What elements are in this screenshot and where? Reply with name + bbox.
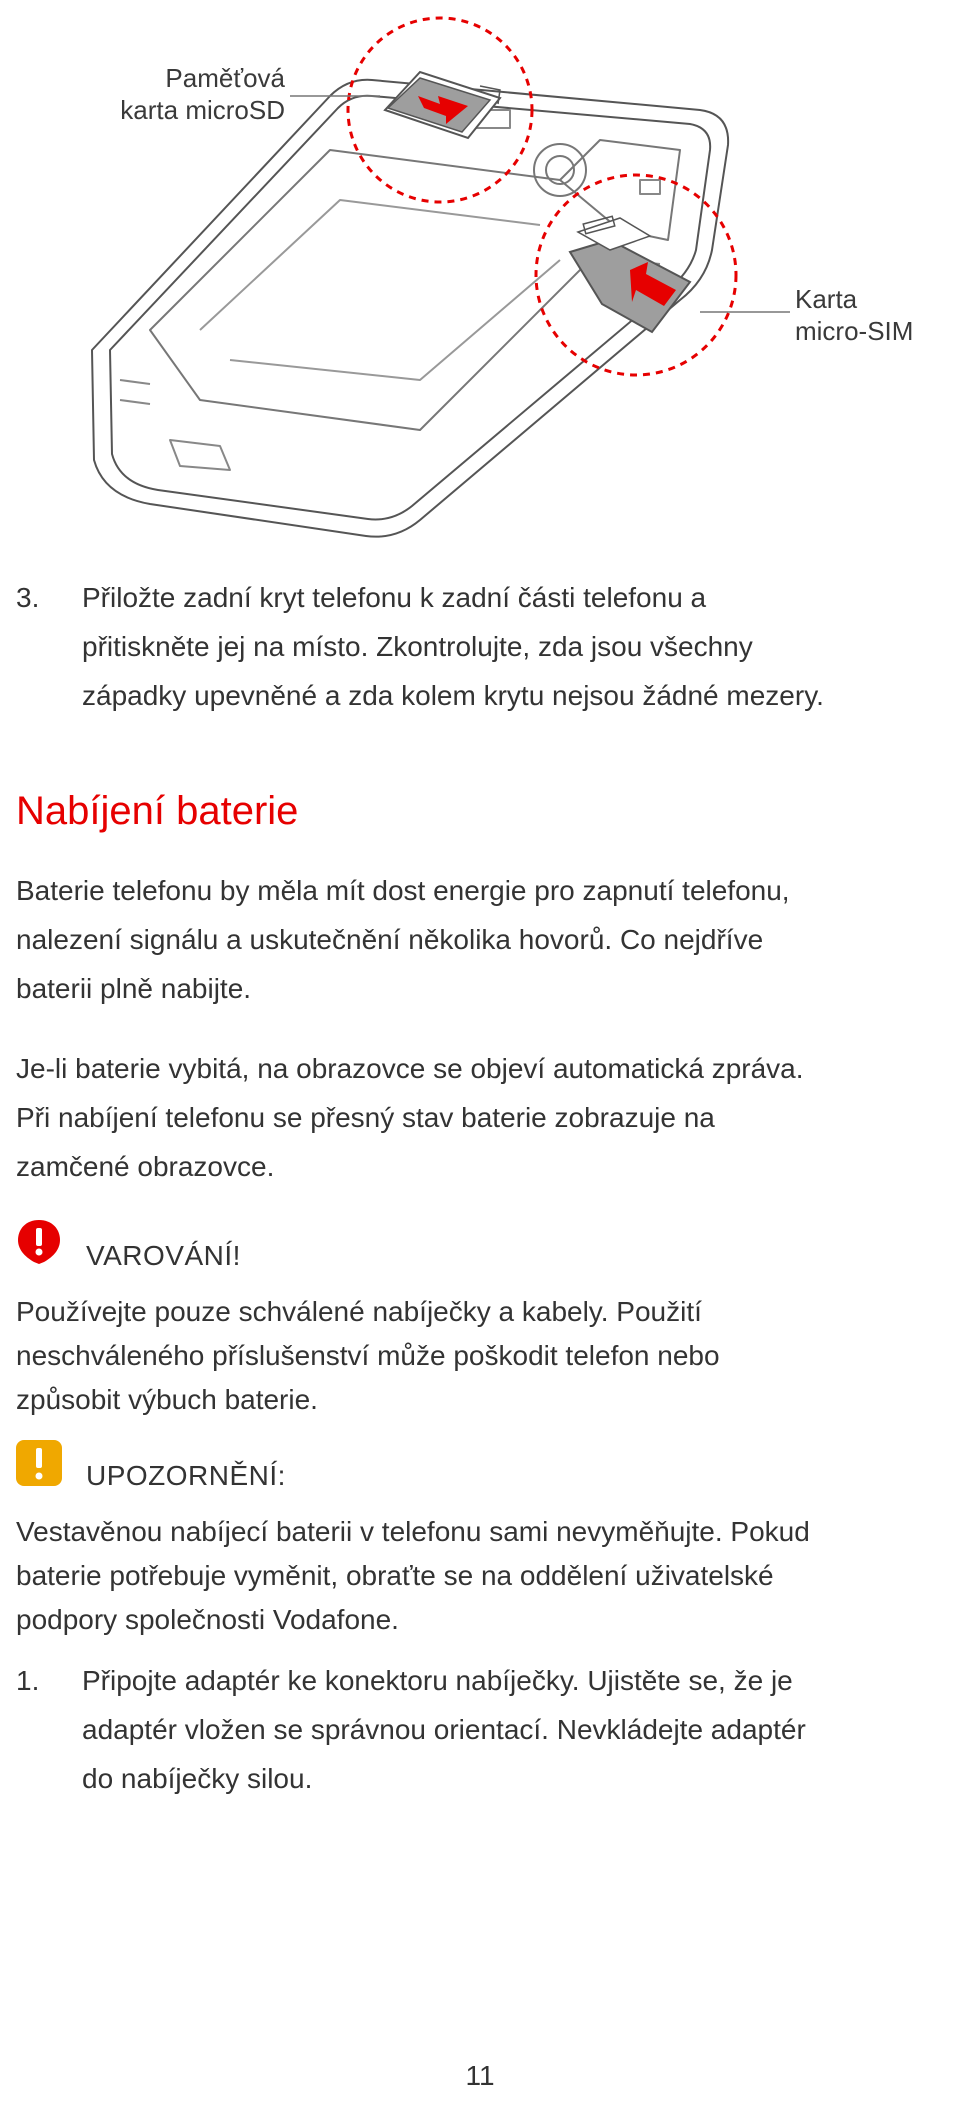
phone-back-illustration [0, 0, 960, 560]
step-3-line-2: přitiskněte jej na místo. Zkontrolujte, zda jsou všechny [82, 631, 753, 662]
step-1-text [82, 1656, 942, 1803]
charging-paragraph-1-line-2: nalezení signálu a uskutečnění několika hovorů. Co nejdříve [16, 924, 764, 955]
step-3-line-3: západky upevněné a zda kolem krytu nejsou žádné mezery. [82, 680, 824, 711]
charging-paragraph-2-line-2: Při nabíjení telefonu se přesný stav baterie zobrazuje na [16, 1102, 715, 1133]
micro-sim-card-icon [570, 216, 690, 332]
caution-text [16, 1510, 946, 1642]
charging-paragraph-2-line-1: Je-li baterie vybitá, na obrazovce se objeví automatická zpráva. [16, 1053, 804, 1084]
charging-paragraph-2 [16, 1044, 946, 1191]
section-heading: Nabíjení baterie [16, 789, 299, 833]
caution-line-3: podpory společnosti Vodafone. [16, 1604, 399, 1635]
page-number: 11 [465, 2060, 495, 2091]
battery-compartment [150, 150, 620, 430]
caution-title: UPOZORNĚNÍ: [86, 1460, 286, 1491]
warning-title: VAROVÁNÍ! [86, 1240, 241, 1271]
warning-icon [16, 1218, 62, 1269]
caution-line-1: Vestavěnou nabíjecí baterii v telefonu sami nevyměňujte. Pokud [16, 1516, 810, 1547]
microsd-callout-line2: karta microSD [120, 95, 285, 125]
warning-text [16, 1290, 946, 1422]
step-1-line-2: adaptér vložen se správnou orientací. Nevkládejte adaptér [82, 1714, 806, 1745]
microsd-callout [105, 62, 285, 126]
charging-paragraph-2-line-3: zamčené obrazovce. [16, 1151, 275, 1182]
microsim-callout [795, 283, 945, 347]
step-3 [16, 573, 946, 723]
step-1-line-3: do nabíječky silou. [82, 1763, 313, 1794]
step-1 [16, 1656, 946, 1816]
microsim-callout-line1: Karta [795, 284, 858, 314]
warning-line-1: Používejte pouze schválené nabíječky a kabely. Použití [16, 1296, 702, 1327]
microsim-callout-line2: micro-SIM [795, 316, 914, 346]
charging-paragraph-1-line-1: Baterie telefonu by měla mít dost energie pro zapnutí telefonu, [16, 875, 790, 906]
charging-paragraph-1 [16, 866, 946, 1013]
step-1-line-1: Připojte adaptér ke konektoru nabíječky. Ujistěte se, že je [82, 1665, 793, 1696]
microsd-callout-line1: Paměťová [165, 63, 285, 93]
step-3-number: 3. [16, 582, 40, 613]
charging-paragraph-1-line-3: baterii plně nabijte. [16, 973, 252, 1004]
step-1-number: 1. [16, 1665, 40, 1696]
warning-line-2: neschváleného příslušenství může poškodit telefon nebo [16, 1340, 720, 1371]
step-3-text [82, 573, 942, 720]
caution-icon [16, 1440, 62, 1491]
caution-line-2: baterie potřebuje vyměnit, obraťte se na oddělení uživatelské [16, 1560, 774, 1591]
step-3-line-1: Přiložte zadní kryt telefonu k zadní části telefonu a [82, 582, 707, 613]
warning-line-3: způsobit výbuch baterie. [16, 1384, 318, 1415]
